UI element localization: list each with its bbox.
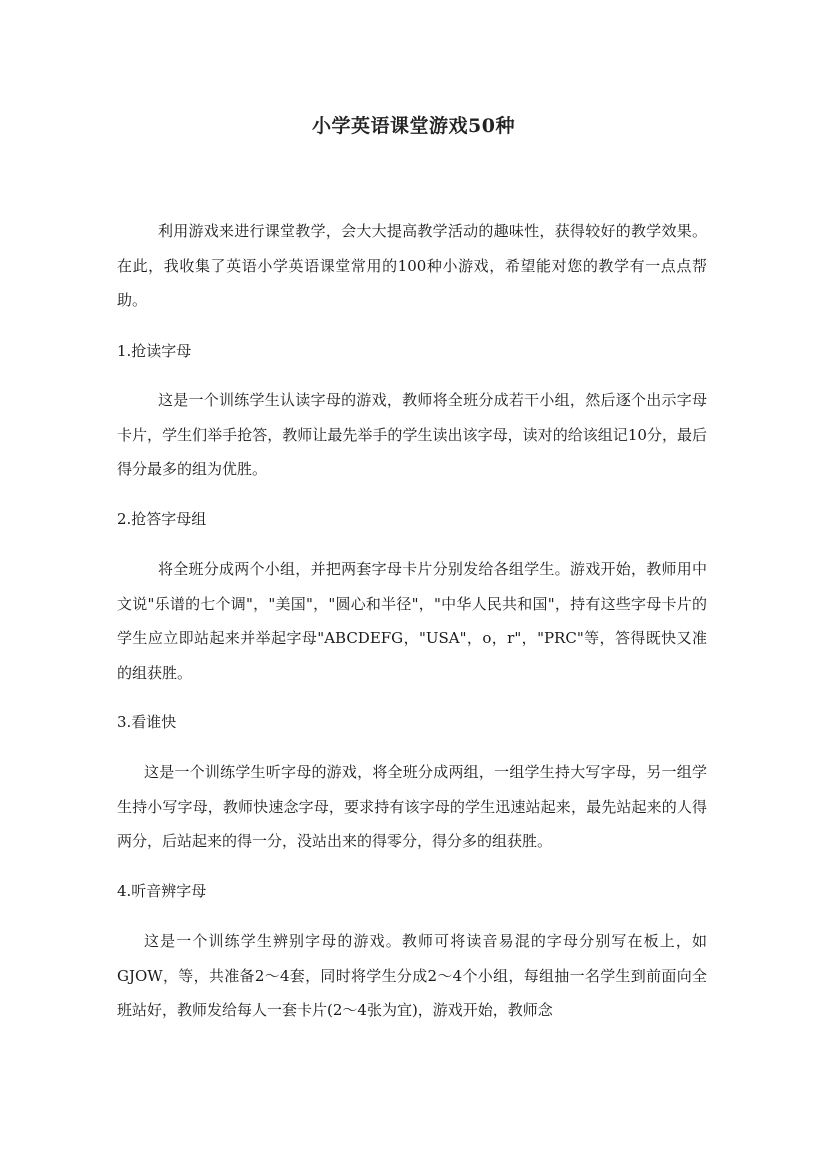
section-1-body: 这是一个训练学生认读字母的游戏，教师将全班分成若干小组，然后逐个出示字母卡片，学生们举手抢答，教师让最先举手的学生读出该字母，读对的给该组记10分，最后得分最多的组为优胜。 [117, 391, 707, 478]
section-3-heading: 3.看谁快 [117, 713, 177, 731]
section-2-heading: 2.抢答字母组 [117, 510, 207, 528]
intro-paragraph: 利用游戏来进行课堂教学，会大大提高教学活动的趣味性，获得较好的教学效果。在此，我收集了英语小学英语课堂常用的100种小游戏，希望能对您的教学有一点点帮助。 [117, 222, 707, 309]
section-4-heading: 4.听音辨字母 [117, 882, 207, 900]
section-3-body: 这是一个训练学生听字母的游戏，将全班分成两组，一组学生持大写字母，另一组学生持小写字母，教师快速念字母，要求持有该字母的学生迅速站起来，最先站起来的人得两分，后站起来的得一分，没站出来的得零分，得分多的组获胜。 [117, 763, 707, 850]
section-2-body: 将全班分成两个小组，并把两套字母卡片分别发给各组学生。游戏开始，教师用中文说"乐谱的七个调"，"美国"，"圆心和半径"，"中华人民共和国"，持有这些字母卡片的学生应立即站起来并举起字母"ABCDEFG，"USA"，o，r"，"PRC"等，答得既快又准的组获胜。 [117, 560, 707, 682]
section-4-body: 这是一个训练学生辨别字母的游戏。教师可将读音易混的字母分别写在板上，如GJOW，等，共准备2～4套，同时将学生分成2～4个小组，每组抽一名学生到前面向全班站好，教师发给每人一套卡片(2～4张为宜)，游戏开始，教师念 [117, 932, 707, 1019]
page-title: 小学英语课堂游戏50种 [312, 115, 515, 137]
section-1-heading: 1.抢读字母 [117, 342, 192, 360]
